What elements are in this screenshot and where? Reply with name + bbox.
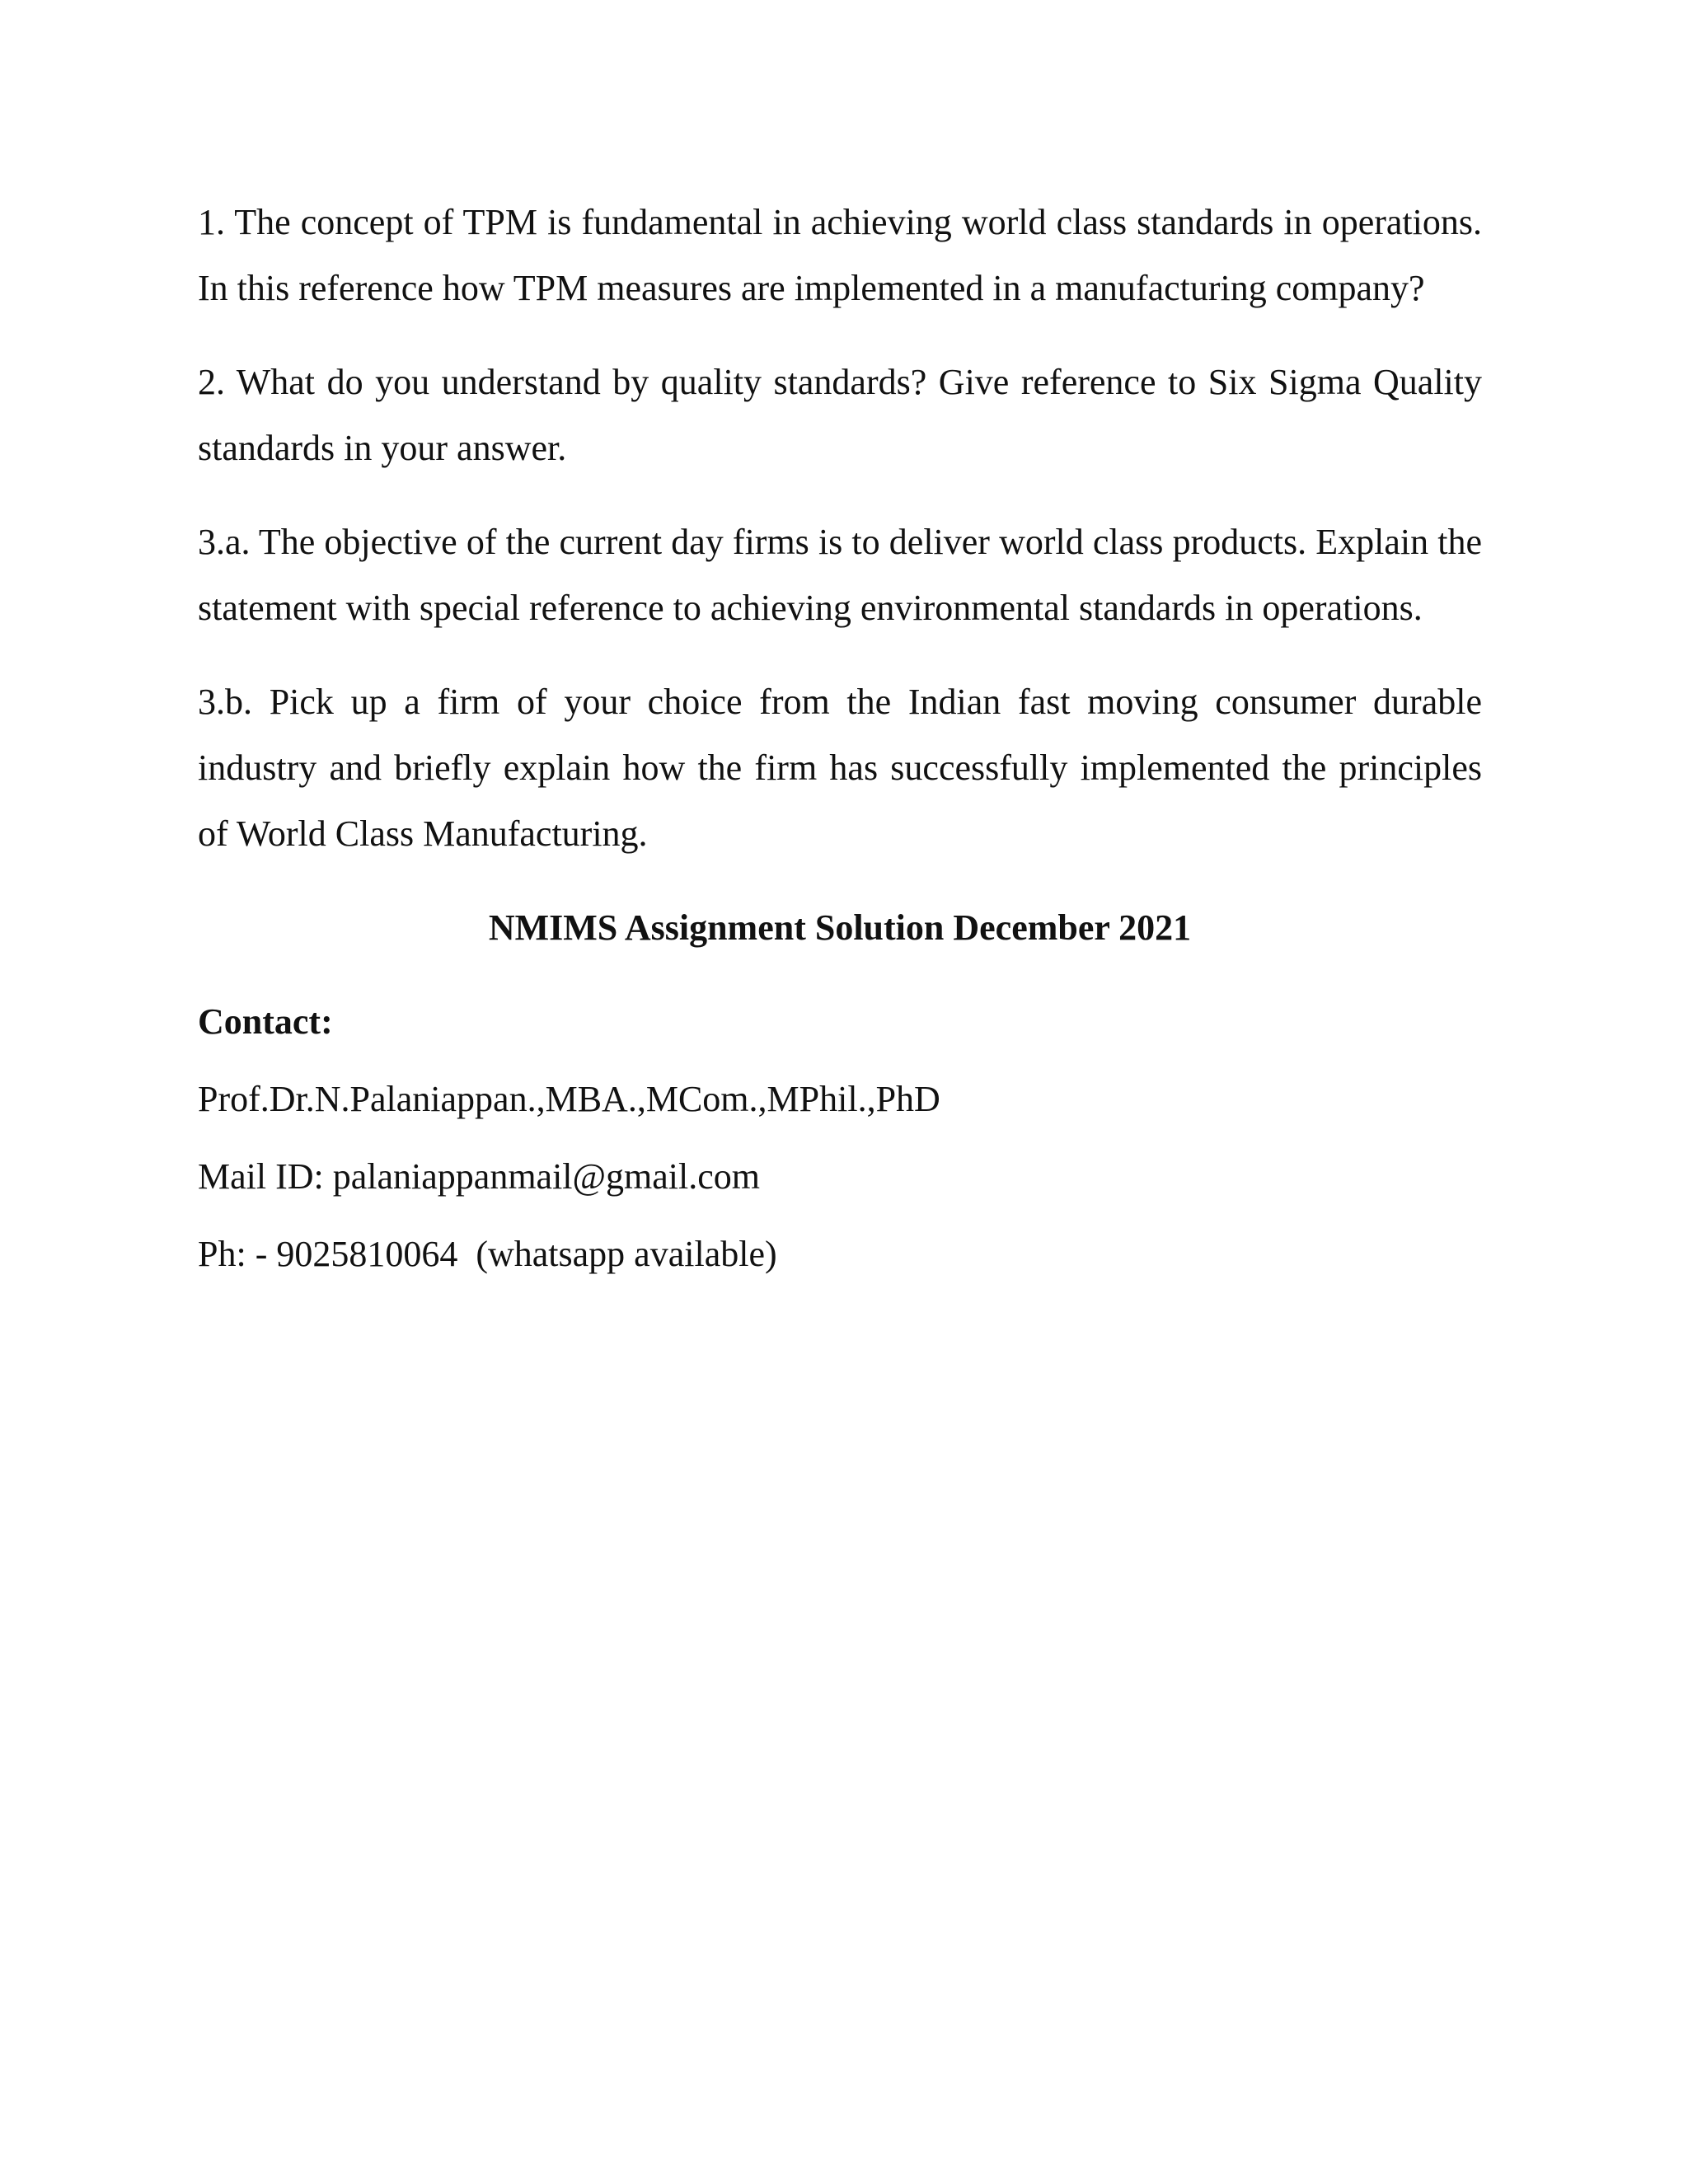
- contact-phone: Ph: - 9025810064 (whatsapp available): [198, 1234, 777, 1274]
- assignment-heading: NMIMS Assignment Solution December 2021: [488, 907, 1192, 948]
- question-2: 2. What do you understand by quality standards? Give reference to Six Sigma Quality standards in your answer.: [198, 362, 1482, 468]
- question-3a: 3.a. The objective of the current day firms is to deliver world class products. Explain the statement with special reference to achieving environmental standards in operations.: [198, 522, 1482, 628]
- contact-section: [198, 989, 1482, 1287]
- question-3b: 3.b. Pick up a firm of your choice from the Indian fast moving consumer durable industry and briefly explain how the firm has successfully implemented the principles of World Class Manufacturing.: [198, 682, 1482, 854]
- contact-name: Prof.Dr.N.Palaniappan.,MBA.,MCom.,MPhil.,PhD: [198, 1079, 940, 1119]
- contact-label: Contact:: [198, 1001, 333, 1042]
- question-1: 1. The concept of TPM is fundamental in achieving world class standards in operations. In this reference how TPM measures are implemented in a manufacturing company?: [198, 202, 1482, 308]
- contact-mail: Mail ID: palaniappanmail@gmail.com: [198, 1156, 760, 1197]
- document-page: [198, 190, 1482, 1299]
